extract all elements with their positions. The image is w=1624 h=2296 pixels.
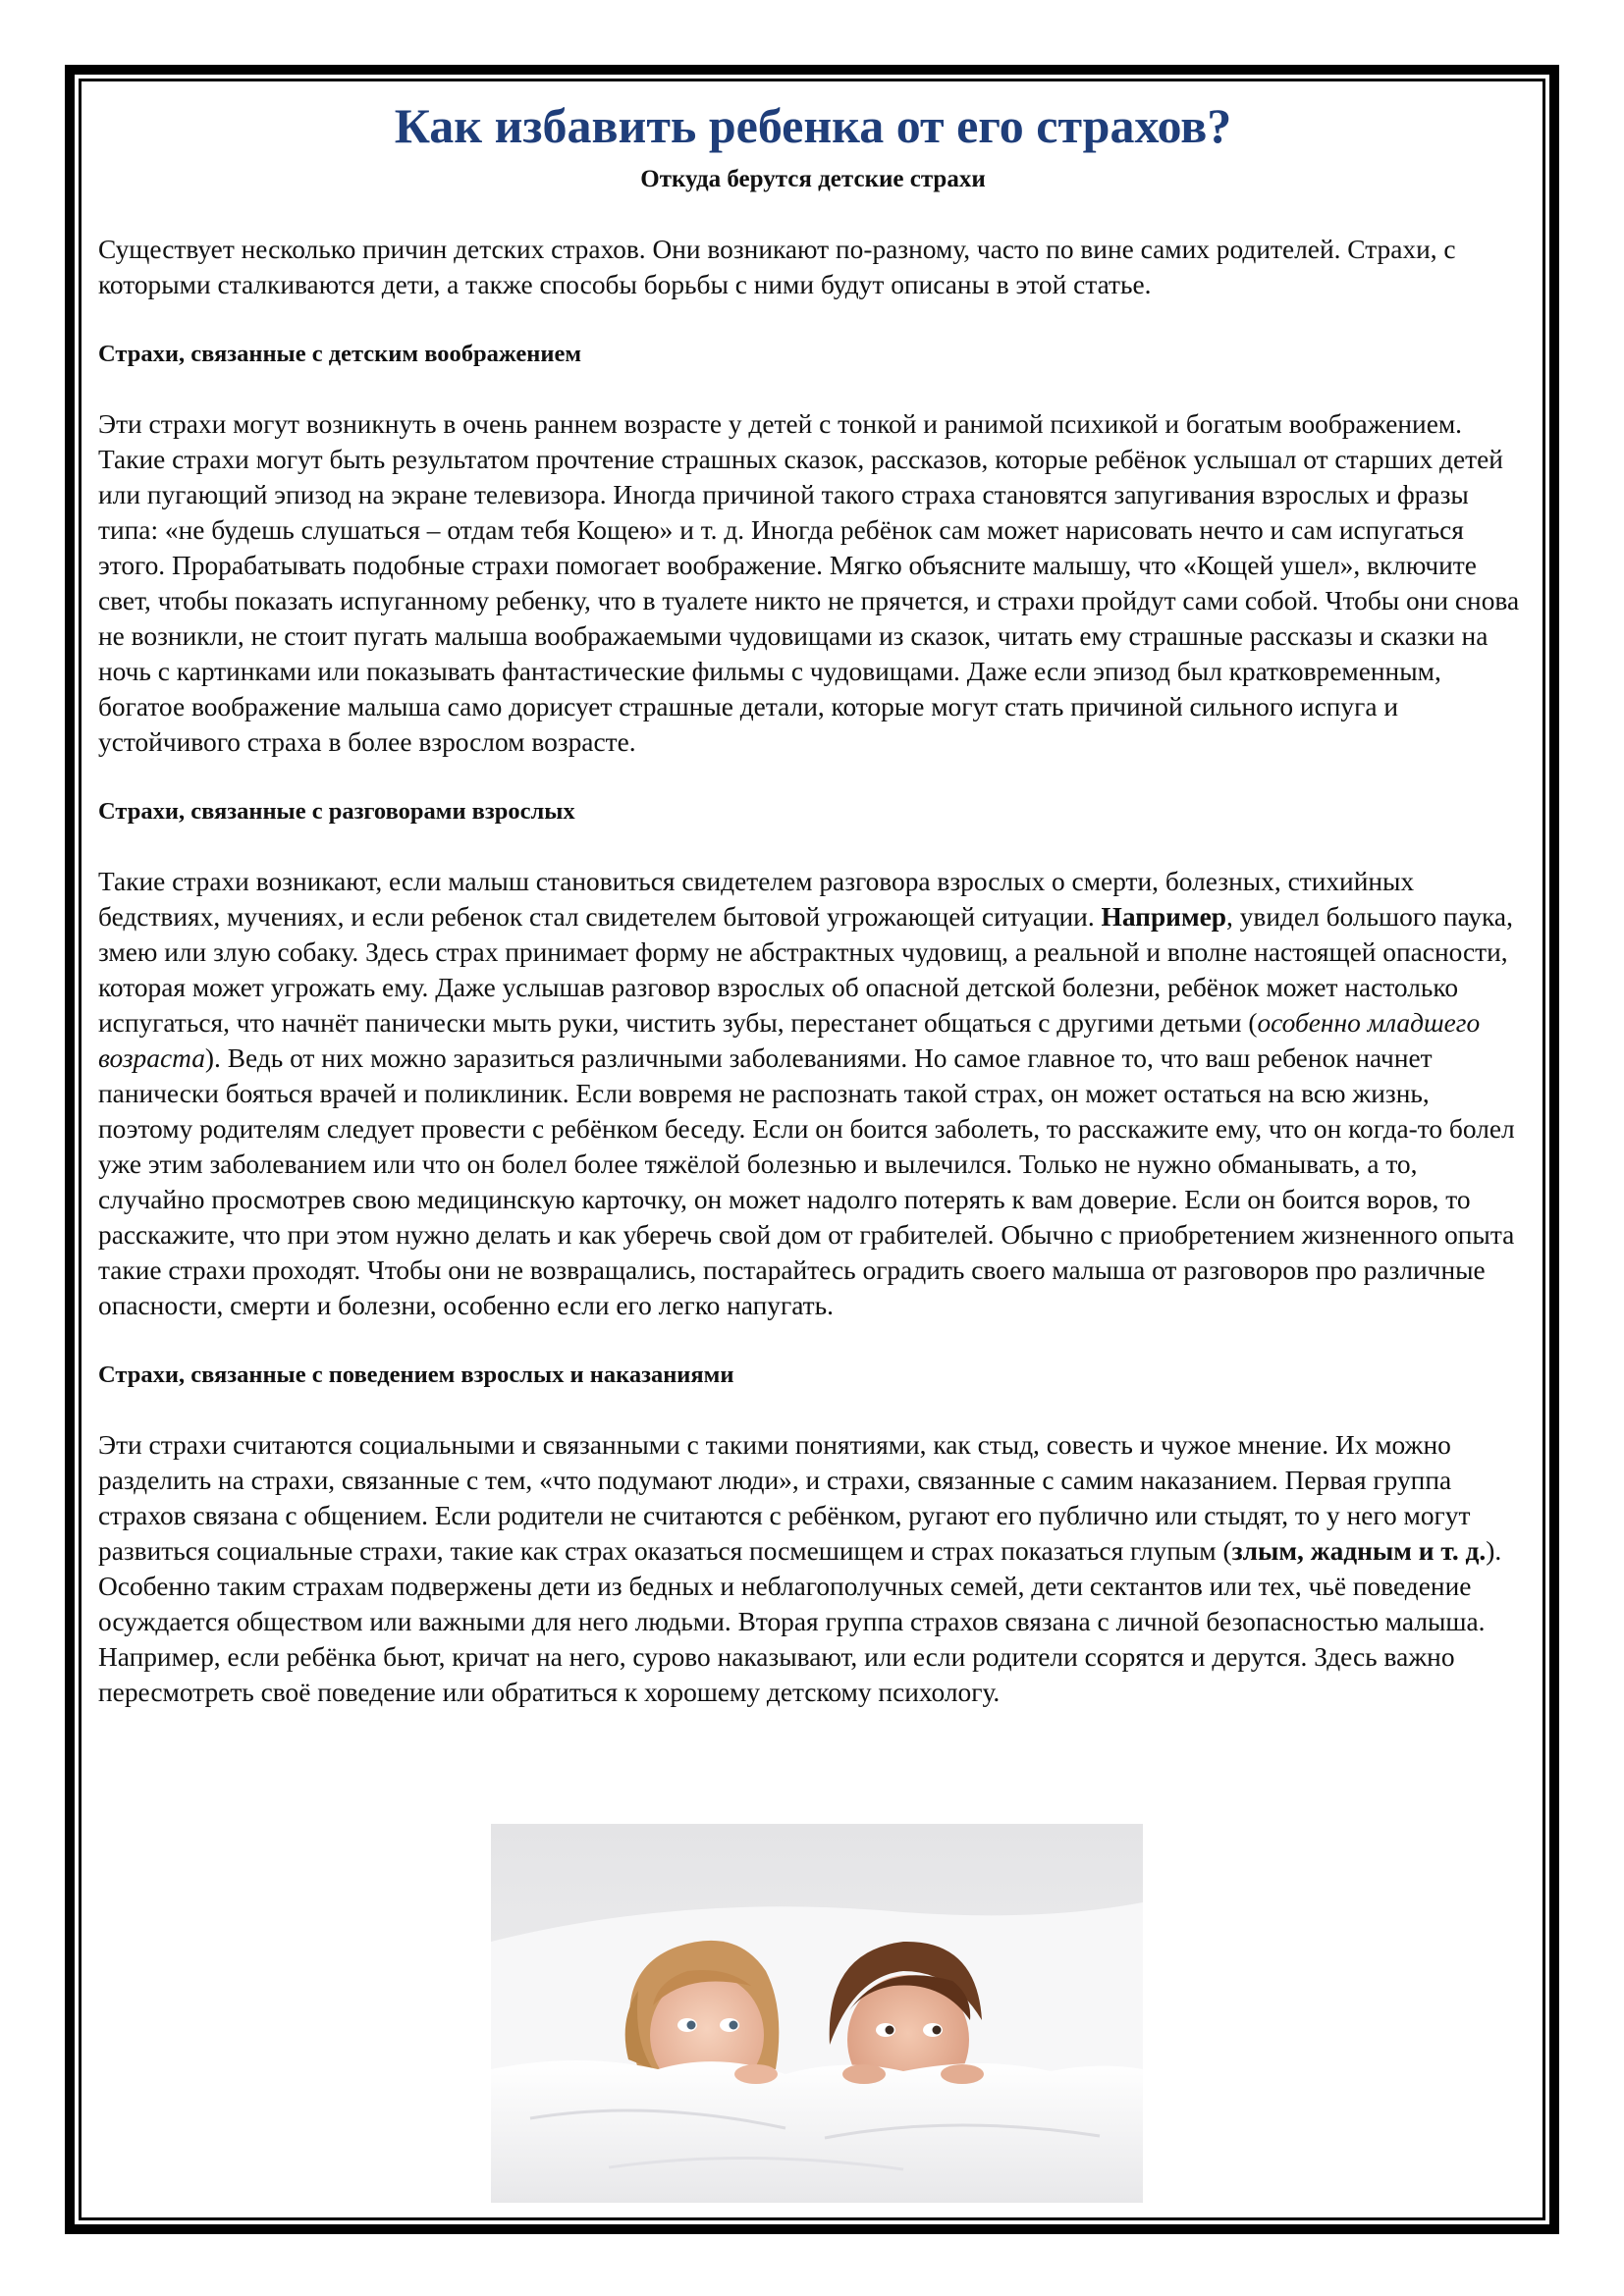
article-subtitle: Откуда берутся детские страхи (640, 166, 986, 192)
section-paragraph-imagination: Эти страхи могут возникнуть в очень раннем возрасте у детей с тонкой и ранимой психикой и богатым воображением. Такие страхи могут быть результатом прочтение страшных сказок, рассказов, которые ребёнок услышал от старших детей или пугающий эпизод на экране телевизора. Иногда причиной такого страха становятся запугивания взрослых и фразы типа: «не будешь слушаться – отдам тебя Кощею» и т. д. Иногда ребёнок сам может нарисовать нечто и сам испугаться этого. Прорабатывать подобные страхи помогает воображение. Мягко объясните малышу, что «Кощей ушел», включите свет, чтобы показать испуганному ребенку, что в туалете никто не прячется, и страхи пройдут сами собой. Чтобы они снова не возникли, не стоит пугать малыша воображаемыми чудовищами из сказок, читать ему страшные рассказы и сказки на ночь с картинками или показывать фантастические фильмы с чудовищами. Даже если эпизод был кратковременным, богатое воображение малыша само дорисует страшные детали, которые могут стать причиной сильного испуга и устойчивого страха в более взрослом возрасте. (98, 409, 1520, 757)
section-heading-imagination: Страхи, связанные с детским воображением (98, 341, 582, 367)
text-run: Такие страхи возникают, если малыш становиться свидетелем разговора взрослых о смерти, болезных, стихийных бедствиях, мучениях, и если ребенок стал свидетелем бытовой угрожающей ситуации. (98, 867, 1415, 932)
bold-run: Например (1101, 902, 1227, 932)
text-run: , увидел большого паука, змею или злую собаку. Здесь страх принимает форму не абстрактных чудовищ, а реальной и вполне настоящей опасности, которая может угрожать ему. Даже услышав разговор взрослых об опасной детской болезни, ребёнок может настолько испугаться, что начнёт панически мыть руки, чистить зубы, перестанет общаться с другими детьми ( (98, 902, 1513, 1038)
text-run: Эти страхи считаются социальными и связанными с такими понятиями, как стыд, совесть и чужое мнение. Их можно разделить на страхи, связанные с тем, «что подумают люди», и страхи, связанные с самим наказанием. Первая группа страхов связана с общением. Если родители не считаются с ребёнком, ругают его публично или стыдят, то у него могут развиться социальные страхи, такие как страх оказаться посмешищем и страх показаться глупым ( (98, 1430, 1471, 1566)
section-heading-punishment: Страхи, связанные с поведением взрослых и наказаниями (98, 1362, 734, 1388)
section-heading-adult-talk: Страхи, связанные с разговорами взрослых (98, 798, 575, 825)
section-paragraph-adult-talk (98, 864, 1528, 1323)
article-title: Как избавить ребенка от его страхов? (394, 98, 1232, 153)
intro-paragraph: Существует несколько причин детских страхов. Они возникают по-разному, часто по вине самих родителей. Страхи, с которыми сталкиваются дети, а также способы борьбы с ними будут описаны в этой статье. (98, 235, 1456, 299)
children-under-blanket-photo (491, 1824, 1143, 2203)
italic-run: особенно младшего возраста (98, 1008, 1481, 1073)
article (98, 94, 1528, 1710)
text-run: ). Особенно таким страхам подвержены дети из бедных и неблагополучных семей, дети сектантов или тех, чьё поведение осуждается обществом или важными для него людьми. Вторая группа страхов связана с личной безопасностью малыша. Например, если ребёнка бьют, кричат на него, сурово наказывают, или если родители ссорятся и дерутся. Здесь важно пересмотреть своё поведение или обратиться к хорошему детскому психологу. (98, 1536, 1502, 1707)
text-run: ). Ведь от них можно заразиться различными заболеваниями. Но самое главное то, что ваш ребенок начнет панически бояться врачей и поликлиник. Если вовремя не распознать такой страх, он может остаться на всю жизнь, поэтому родителям следует провести с ребёнком беседу. Если он боится заболеть, то расскажите ему, что он когда-то болел уже этим заболеванием или что он болел более тяжёлой болезнью и вылечился. Только не нужно обманывать, а то, случайно просмотрев свою медицинскую карточку, он может надолго потерять к вам доверие. Если он боится воров, то расскажите, что при этом нужно делать и как уберечь свой дом от грабителей. Обычно с приобретением жизненного опыта такие страхи проходят. Чтобы они не возвращались, постарайтесь оградить своего малыша от разговоров про различные опасности, смерти и болезни, особенно если его легко напугать. (98, 1043, 1515, 1320)
section-paragraph-punishment (98, 1427, 1528, 1710)
bold-run: злым, жадным и т. д. (1231, 1536, 1487, 1566)
